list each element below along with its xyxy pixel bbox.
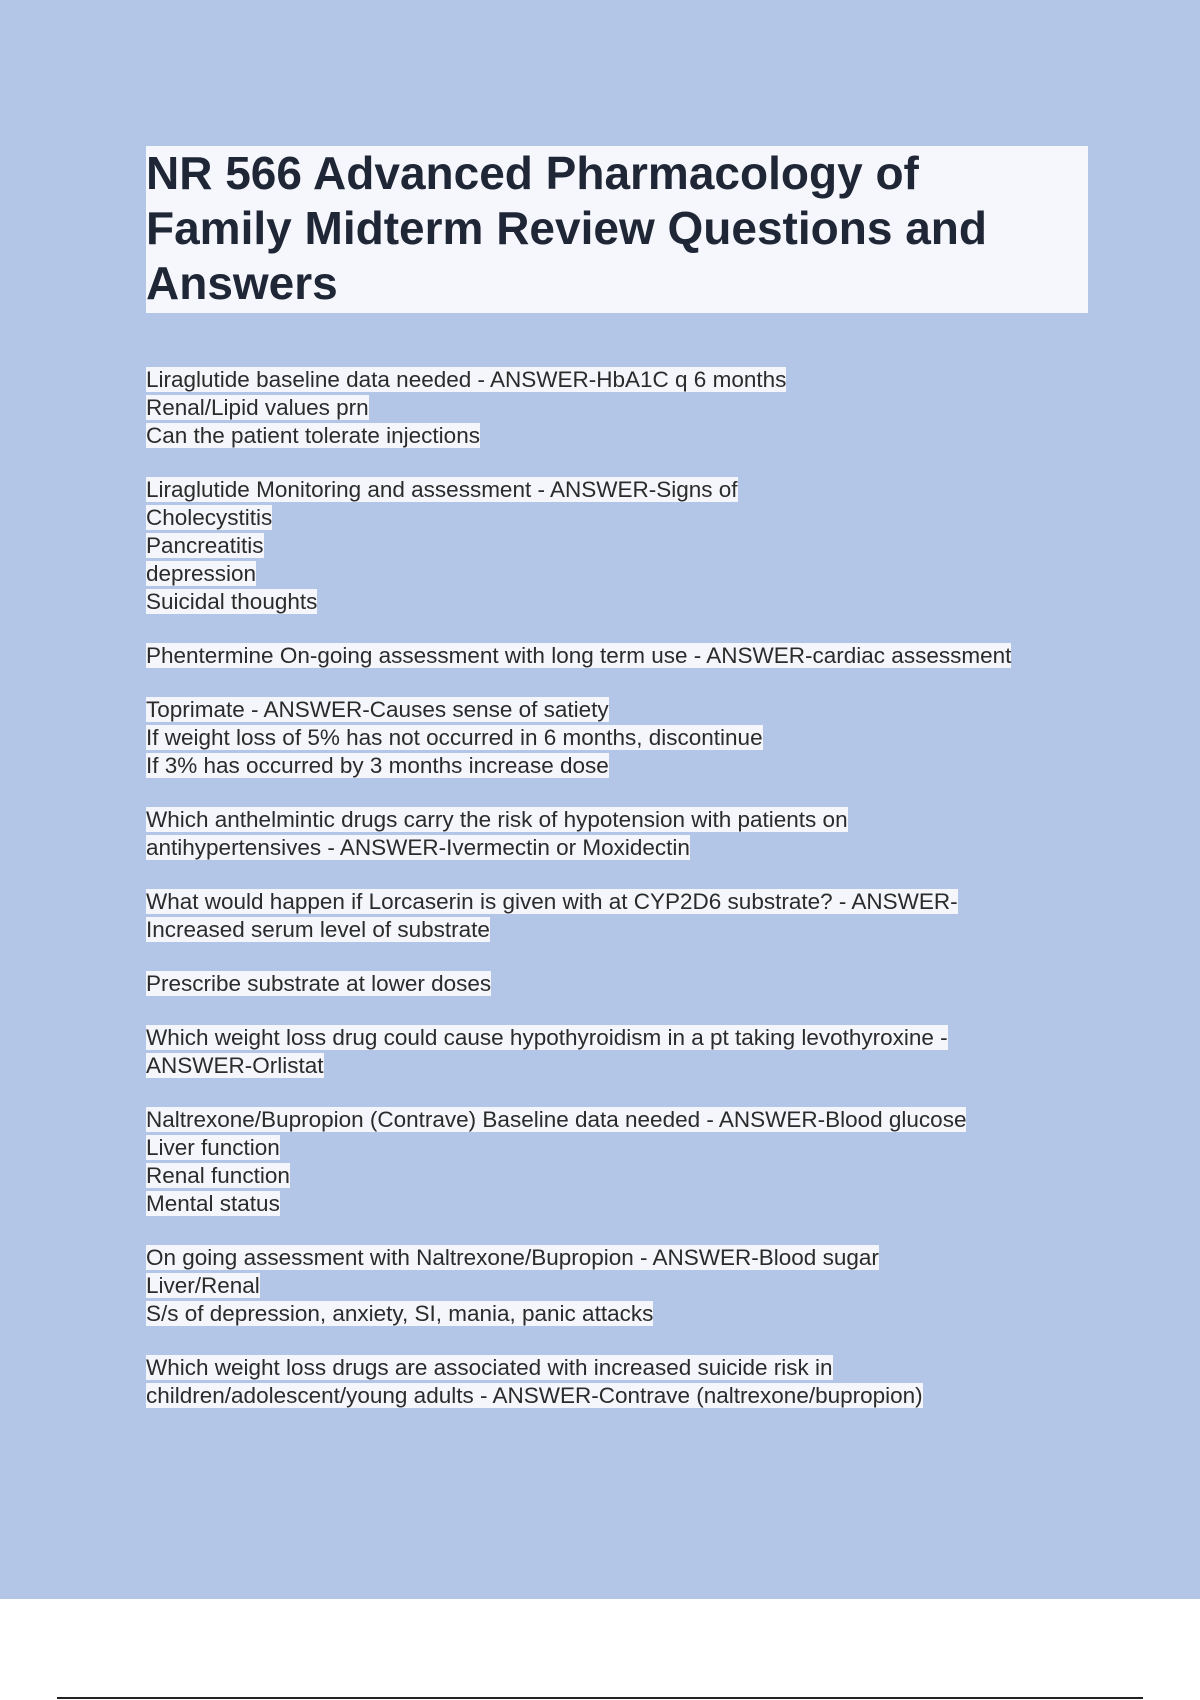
document-title [146,146,1088,311]
qa-line: Renal/Lipid values prn [146,395,369,420]
qa-line: Mental status [146,1191,280,1216]
qa-line: Cholecystitis [146,505,273,530]
qa-line: children/adolescent/young adults - ANSWER-Contrave (naltrexone/bupropion) [146,1383,923,1408]
qa-item [146,366,1096,450]
qa-line: Naltrexone/Bupropion (Contrave) Baseline data needed - ANSWER-Blood glucose [146,1107,967,1132]
qa-line: Liraglutide Monitoring and assessment - ANSWER-Signs of [146,477,738,502]
qa-line: On going assessment with Naltrexone/Bupropion - ANSWER-Blood sugar [146,1245,879,1270]
qa-item [146,888,1096,944]
qa-line: Liraglutide baseline data needed - ANSWER-HbA1C q 6 months [146,367,787,392]
qa-line: Which weight loss drug could cause hypothyroidism in a pt taking levothyroxine - [146,1025,948,1050]
qa-line: Renal function [146,1163,290,1188]
qa-line: Phentermine On-going assessment with long term use - ANSWER-cardiac assessment [146,643,1012,668]
qa-line: If 3% has occurred by 3 months increase dose [146,753,609,778]
qa-line: Liver function [146,1135,280,1160]
qa-line: If weight loss of 5% has not occurred in 6 months, discontinue [146,725,763,750]
qa-line: Which anthelmintic drugs carry the risk of hypotension with patients on [146,807,848,832]
qa-item [146,1106,1096,1218]
qa-line: What would happen if Lorcaserin is given with at CYP2D6 substrate? - ANSWER- [146,889,958,914]
qa-line: Can the patient tolerate injections [146,423,480,448]
qa-line: Suicidal thoughts [146,589,318,614]
qa-line: Increased serum level of substrate [146,917,490,942]
title-line: NR 566 Advanced Pharmacology of [146,147,919,199]
qa-line: Liver/Renal [146,1273,260,1298]
qa-line: Which weight loss drugs are associated with increased suicide risk in [146,1355,833,1380]
qa-line: Toprimate - ANSWER-Causes sense of satiety [146,697,609,722]
title-line: Answers [146,257,338,309]
qa-item [146,1354,1096,1410]
qa-line: Prescribe substrate at lower doses [146,971,492,996]
qa-item [146,806,1096,862]
qa-item [146,1244,1096,1328]
qa-item [146,1024,1096,1080]
qa-item [146,642,1096,670]
qa-line: S/s of depression, anxiety, SI, mania, panic attacks [146,1301,654,1326]
qa-list [146,366,1096,1436]
title-line: Family Midterm Review Questions and [146,202,987,254]
qa-line: depression [146,561,257,586]
qa-item [146,696,1096,780]
qa-line: ANSWER-Orlistat [146,1053,324,1078]
qa-line: antihypertensives - ANSWER-Ivermectin or Moxidectin [146,835,690,860]
title-block [146,146,1088,313]
qa-item [146,476,1096,616]
qa-item [146,970,1096,998]
footer-divider [57,1697,1143,1699]
qa-line: Pancreatitis [146,533,264,558]
